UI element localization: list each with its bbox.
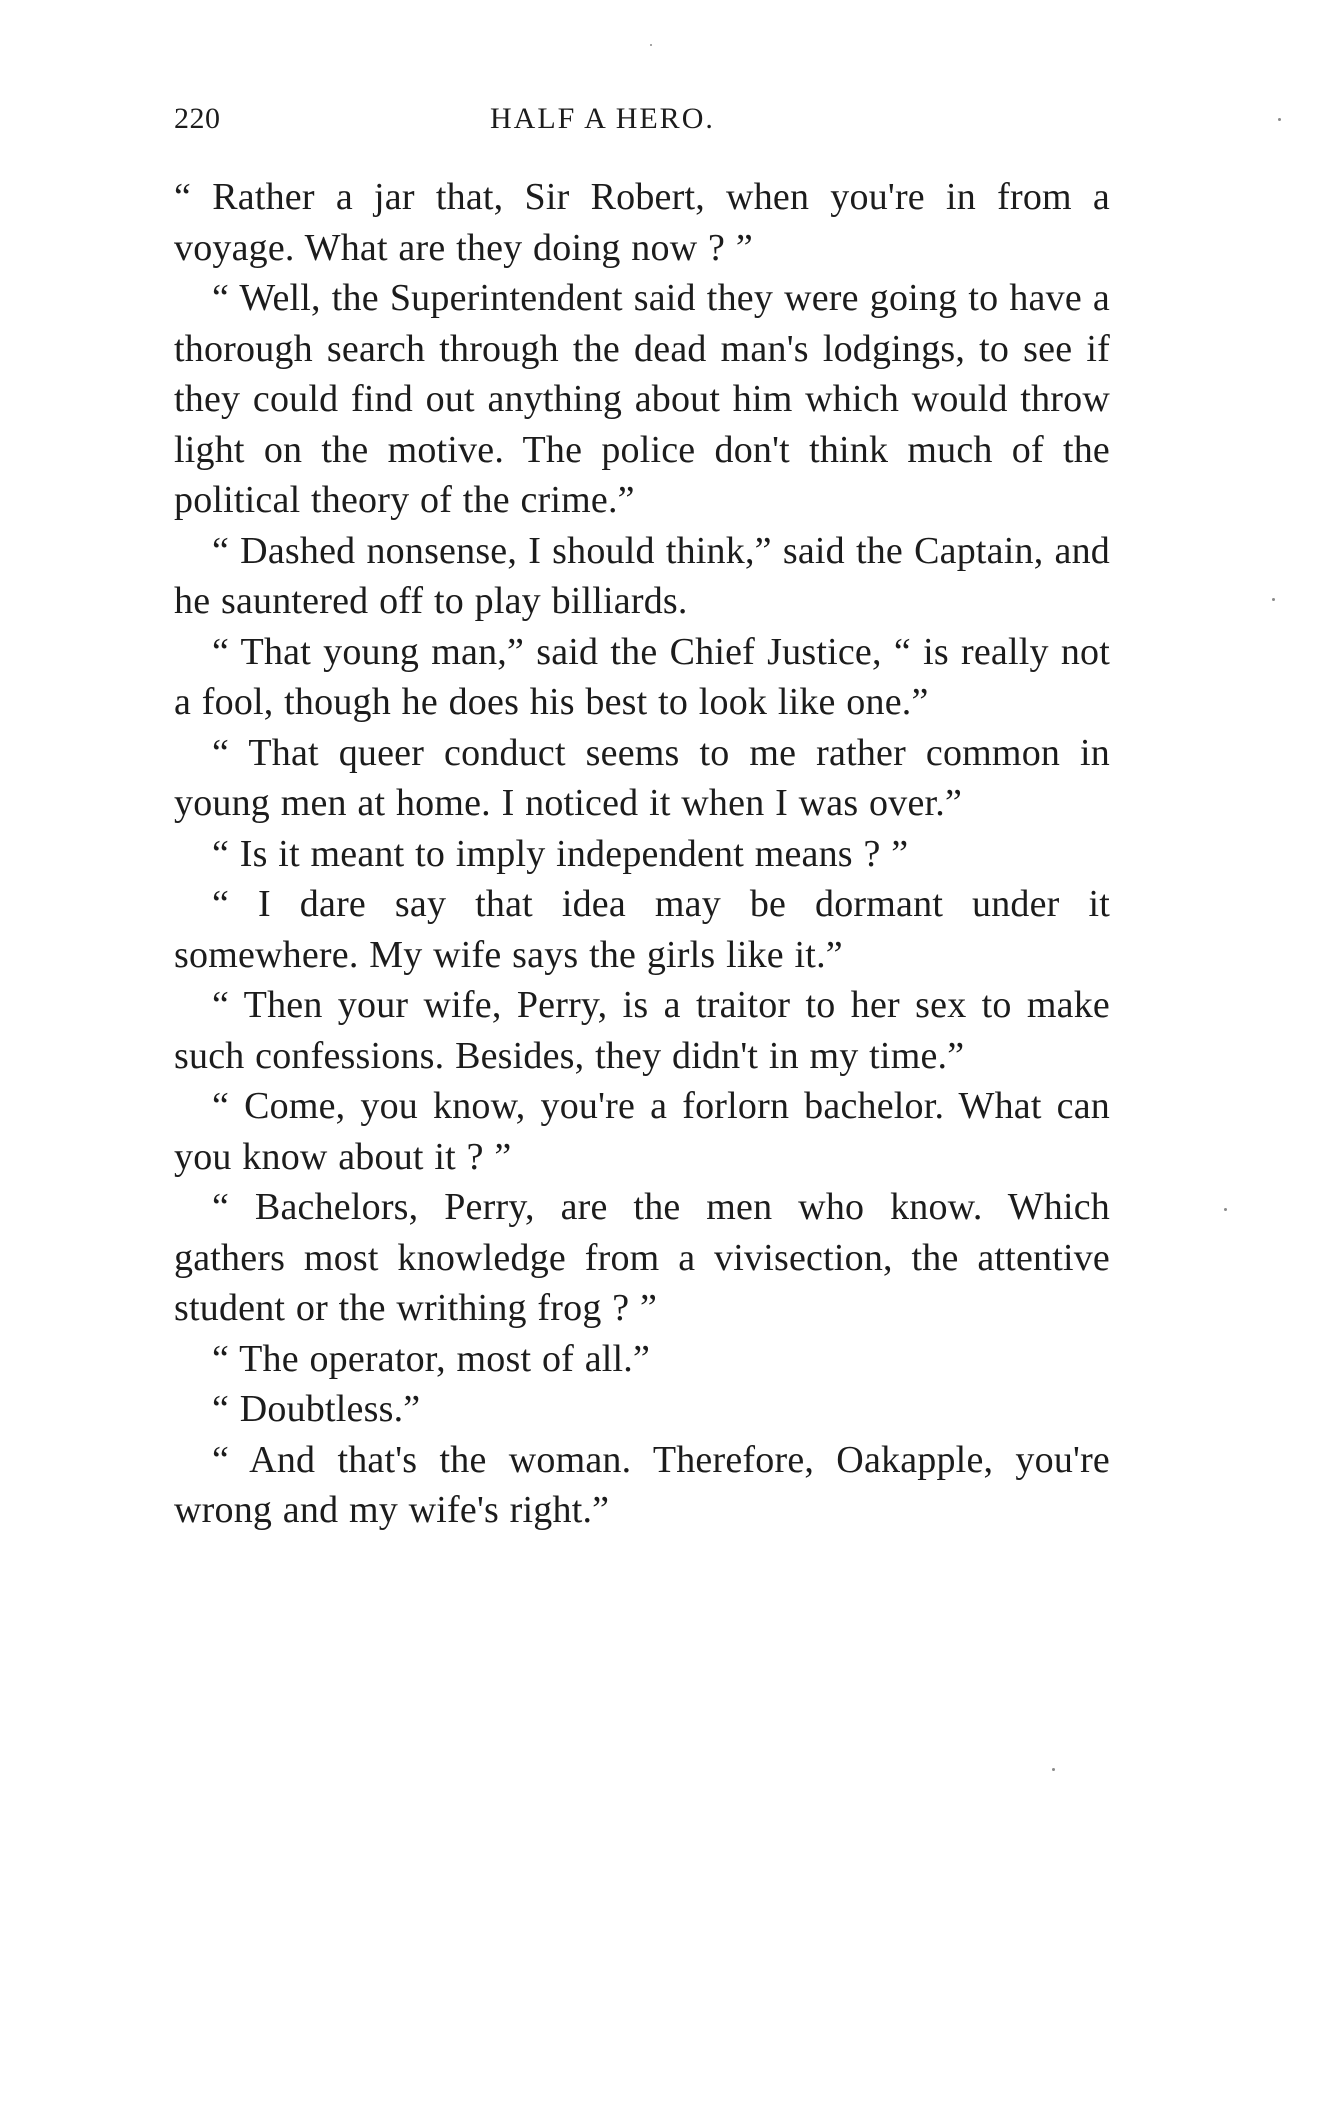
paper-speck bbox=[1052, 1768, 1055, 1771]
paragraph: “ Dashed nonsense, I should think,” said the Captain, and he sauntered off to play billiards. bbox=[174, 529, 1110, 622]
paragraph: “ That queer conduct seems to me rather common in young men at home. I noticed it when I was over.” bbox=[174, 731, 1110, 824]
running-title: HALF A HERO. bbox=[490, 102, 715, 135]
paper-speck bbox=[1224, 1208, 1227, 1211]
body-text bbox=[174, 172, 1110, 1536]
paragraph: “ Then your wife, Perry, is a traitor to her sex to make such confessions. Besides, they didn't in my time.” bbox=[174, 984, 1110, 1077]
paragraph: “ And that's the woman. Therefore, Oakapple, you're wrong and my wife's right.” bbox=[174, 1438, 1110, 1531]
paragraph: “ Rather a jar that, Sir Robert, when you're in from a voyage. What are they doing now ? ” bbox=[174, 176, 1110, 269]
paragraph: “ The operator, most of all.” bbox=[212, 1337, 651, 1380]
paper-speck bbox=[1272, 598, 1275, 601]
paragraph: “ Well, the Superintendent said they were going to have a thorough search through the dead man's lodgings, to see if they could find out anything about him which would throw light on the motive. The police don't think much of the political theory of the crime.” bbox=[174, 277, 1110, 521]
paragraph: “ Doubtless.” bbox=[212, 1388, 421, 1430]
paragraph: “ That young man,” said the Chief Justice, “ is really not a fool, though he does his best to look like one.” bbox=[174, 630, 1110, 723]
paper-speck bbox=[1278, 118, 1281, 121]
paragraph: “ Come, you know, you're a forlorn bachelor. What can you know about it ? ” bbox=[174, 1085, 1110, 1178]
running-head bbox=[174, 102, 1110, 146]
page-number: 220 bbox=[174, 102, 221, 135]
paragraph: “ Is it meant to imply independent means ? ” bbox=[212, 832, 909, 875]
paragraph: “ I dare say that idea may be dormant under it somewhere. My wife says the girls like it.” bbox=[174, 883, 1110, 976]
paper-speck bbox=[650, 44, 652, 46]
paragraph: “ Bachelors, Perry, are the men who know. Which gathers most knowledge from a vivisection, the attentive student or the writhing frog ? ” bbox=[174, 1186, 1110, 1329]
